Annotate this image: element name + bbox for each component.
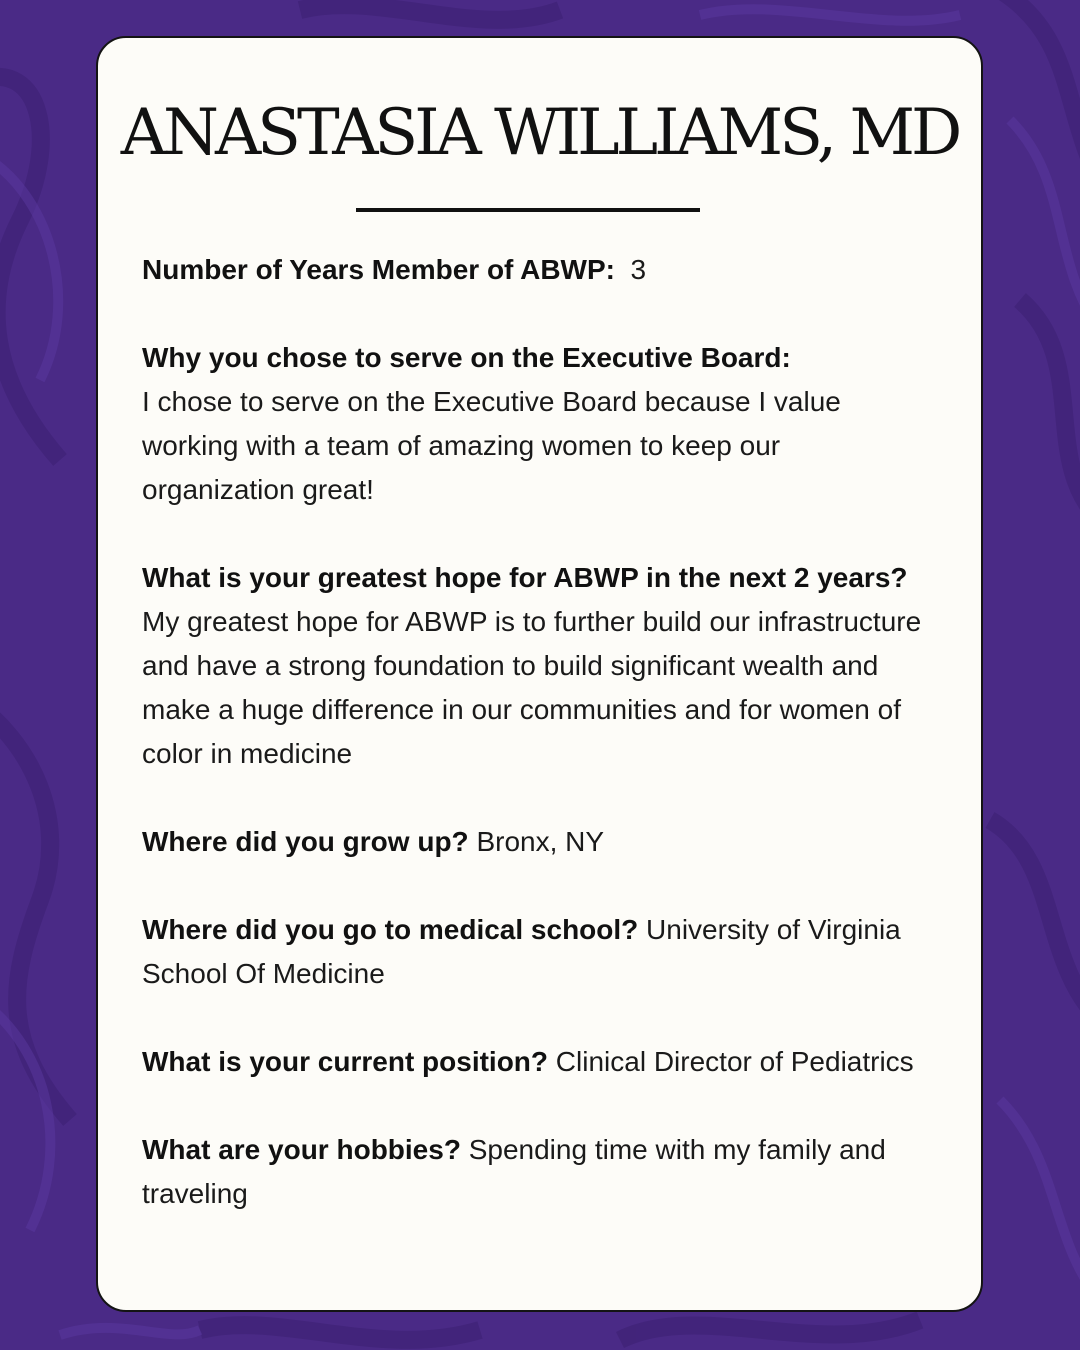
current-position-entry: [142, 1040, 937, 1084]
current-position-label: What is your current position?: [142, 1046, 549, 1077]
title-divider: [356, 208, 700, 212]
years-member-label: Number of Years Member of ABWP:: [142, 254, 615, 285]
why-board-value: I chose to serve on the Executive Board because I value working with a team of amazing women to keep our organization great!: [142, 386, 841, 505]
years-member-value: 3: [630, 254, 647, 285]
greatest-hope-value: My greatest hope for ABWP is to further build our infrastructure and have a strong foundation to build significant wealth and make a huge difference in our communities and for women of color in medicine: [142, 606, 922, 769]
profile-card: [96, 36, 983, 1312]
hobbies-value: Spending time with my family and traveling: [142, 1134, 886, 1209]
why-board-entry: [142, 336, 937, 512]
years-member-entry: [142, 248, 937, 292]
medical-school-label: Where did you go to medical school?: [142, 914, 639, 945]
hobbies-label: What are your hobbies?: [142, 1134, 461, 1165]
profile-content: [142, 248, 937, 1260]
current-position-value: Clinical Director of Pediatrics: [555, 1046, 914, 1077]
medical-school-entry: [142, 908, 937, 996]
hobbies-entry: [142, 1128, 937, 1216]
medical-school-value: University of Virginia School Of Medicine: [142, 914, 901, 989]
greatest-hope-entry: [142, 556, 937, 776]
grew-up-label: Where did you grow up?: [142, 826, 469, 857]
grew-up-entry: [142, 820, 937, 864]
profile-name: ANASTASIA WILLIAMS, MD: [120, 96, 959, 170]
grew-up-value: Bronx, NY: [476, 826, 605, 857]
greatest-hope-label: What is your greatest hope for ABWP in the next 2 years?: [142, 562, 908, 593]
why-board-label: Why you chose to serve on the Executive Board:: [142, 342, 791, 373]
